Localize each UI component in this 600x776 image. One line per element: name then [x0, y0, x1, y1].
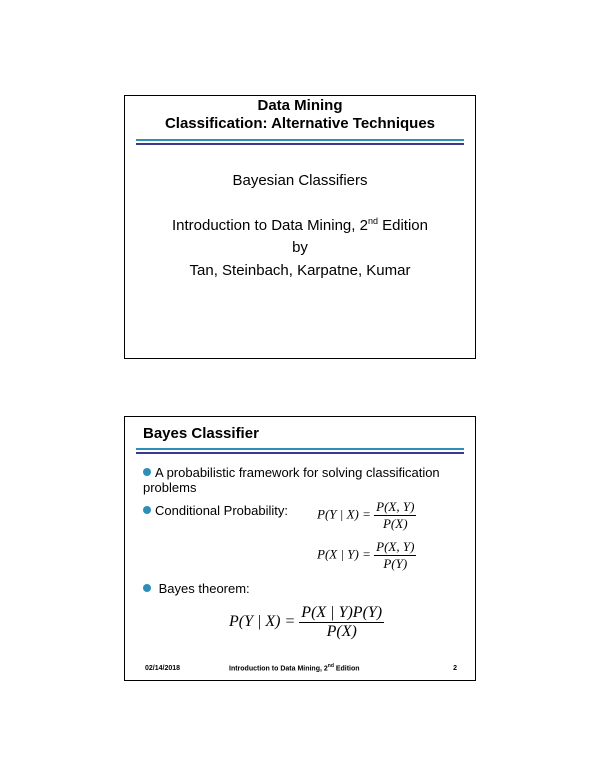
bullet-dot-icon	[143, 584, 151, 592]
bullet-3: Bayes theorem:	[143, 581, 250, 596]
slide-title: Bayes Classifier	[143, 425, 259, 442]
title-rule-top	[136, 448, 464, 450]
bullet-dot-icon	[143, 506, 151, 514]
bayes-slide	[124, 416, 476, 681]
subject-text: Bayesian Classifiers	[232, 172, 368, 189]
by-text: by	[292, 239, 308, 256]
title-slide	[124, 95, 476, 359]
authors-text: Tan, Steinbach, Karpatne, Kumar	[189, 262, 411, 279]
formula-conditional-2: P(X | Y) = $\frac{P(X, Y)}{P(Y)}$	[317, 539, 415, 571]
slide-title	[125, 96, 475, 133]
title-line-2: Classification: Alternative Techniques	[164, 115, 436, 132]
bullet-2: Conditional Probability:	[143, 503, 288, 518]
formula-conditional-1: P(Y | X) = $\frac{P(X, Y)}{P(X)}$	[317, 499, 415, 531]
title-rule-bottom	[136, 452, 464, 454]
footer-page-number: 2	[453, 665, 457, 672]
title-rule-bottom	[136, 143, 464, 145]
book-title: Introduction to Data Mining, 2nd Edition	[171, 216, 428, 234]
formula-bayes: P(Y | X) = $\frac{P(X | Y)P(Y)}{P(X)}$	[229, 604, 383, 640]
footer-date: 02/14/2018	[145, 665, 181, 672]
bullet-dot-icon	[143, 468, 151, 476]
title-line-1: Data Mining	[257, 97, 343, 114]
title-rule-top	[136, 139, 464, 141]
footer-title: Introduction to Data Mining, 2nd Edition	[229, 662, 360, 672]
bullet-1: A probabilistic framework for solving classification problems	[143, 465, 440, 495]
